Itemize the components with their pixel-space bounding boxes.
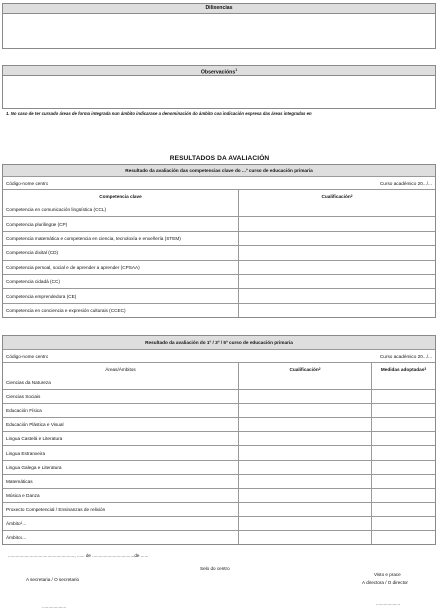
curso-academico-label: Curso académico 20.../... bbox=[379, 180, 432, 186]
col-areas-header: Áreas/Ámbitos bbox=[105, 366, 136, 372]
cualificacion-field[interactable] bbox=[238, 246, 435, 259]
cualificacion-field[interactable] bbox=[238, 432, 371, 445]
area-label: Proxecto Competencial / Ensinanzas de relixión bbox=[6, 506, 106, 512]
competencia-row bbox=[3, 303, 435, 317]
medidas-field[interactable] bbox=[371, 475, 435, 488]
secretario-signature-line: ................... bbox=[42, 604, 67, 609]
observacions-title: Observacións$^1$ bbox=[3, 66, 435, 76]
secretario-label: A secretaria / O secretario bbox=[26, 577, 80, 582]
cualificacion-field[interactable] bbox=[238, 304, 435, 317]
area-row bbox=[3, 460, 435, 474]
medidas-field[interactable] bbox=[371, 418, 435, 431]
area-label: Educación Física bbox=[6, 408, 42, 414]
competencia-row bbox=[3, 288, 435, 302]
area-row bbox=[3, 389, 435, 403]
competencia-row bbox=[3, 260, 435, 274]
area-row bbox=[3, 445, 435, 459]
cualificacion-field[interactable] bbox=[238, 475, 371, 488]
area-label: Lingua Castelá e Literatura bbox=[6, 436, 63, 442]
area-row bbox=[3, 488, 435, 502]
area-row bbox=[3, 417, 435, 431]
competencia-label: Competencia persoal, social e de aprender a aprender (CPSAA) bbox=[6, 264, 140, 270]
competencia-label: Competencia en conciencia e expresión culturais (CCEC) bbox=[6, 307, 126, 313]
footnote: 1. No caso de ter cursado áreas de forma integrada nun ámbito indicarase a denominación do ámbito coa indicación expresa das áreas integradas en bbox=[6, 111, 312, 116]
section-title: RESULTADOS DA AVALIACIÓN bbox=[169, 155, 270, 162]
cualificacion-field[interactable] bbox=[238, 261, 435, 274]
cualificacion-field[interactable] bbox=[238, 217, 435, 230]
visto-label: Visto e prace bbox=[374, 572, 401, 577]
areas-table bbox=[2, 335, 436, 545]
centro-label: Código-nome centro bbox=[6, 180, 49, 186]
medidas-field[interactable] bbox=[371, 432, 435, 445]
competencia-label: Competencia plurilingüe (CP) bbox=[6, 221, 68, 227]
competencia-row bbox=[3, 202, 435, 216]
area-label: Matemáticas bbox=[6, 478, 33, 484]
medidas-field[interactable] bbox=[371, 390, 435, 403]
director-signature-line: ................... bbox=[376, 601, 401, 606]
area-label: Música e Danza bbox=[6, 492, 40, 498]
competencia-row bbox=[3, 231, 435, 245]
medidas-field[interactable] bbox=[371, 489, 435, 502]
competencia-label: Competencia dixital (CD) bbox=[6, 250, 59, 256]
medidas-field[interactable] bbox=[371, 517, 435, 530]
competencia-label: Competencia matemática e competencia en ciencia, tecnoloxía e enxeñería (STEM) bbox=[6, 235, 181, 241]
col-competencia-header: Competencia clave bbox=[99, 193, 142, 199]
area-label: Educación Plástica e Visual bbox=[6, 422, 64, 428]
cualificacion-field[interactable] bbox=[238, 202, 435, 216]
competencias-table-title: Resultado da avaliación das competencias clave do ...º curso de educación primaria bbox=[3, 165, 435, 176]
area-row bbox=[3, 516, 435, 530]
area-label: Ámbito 1 ... bbox=[6, 520, 27, 526]
area-row bbox=[3, 431, 435, 445]
medidas-field[interactable] bbox=[371, 375, 435, 389]
cualificacion-field[interactable] bbox=[238, 375, 371, 389]
date-line: ...................................................., ...... de .................................de ...... bbox=[8, 553, 149, 558]
cualificacion-field[interactable] bbox=[238, 404, 371, 417]
dilixencias-box bbox=[2, 3, 436, 49]
areas-table-title: Resultado da avaliación do 1º / 3º / 5º curso de educación primaria bbox=[3, 336, 435, 349]
observacions-box bbox=[2, 65, 436, 109]
cualificacion-field[interactable] bbox=[238, 289, 435, 302]
area-row bbox=[3, 403, 435, 417]
cualificacion-field[interactable] bbox=[238, 489, 371, 502]
competencia-label: Competencia en comunicación lingüística (CCL) bbox=[6, 206, 107, 212]
area-label: Ámbito 1 ... bbox=[6, 535, 27, 541]
area-row bbox=[3, 502, 435, 516]
area-row bbox=[3, 530, 435, 544]
competencia-row bbox=[3, 216, 435, 230]
cualificacion-field[interactable] bbox=[238, 232, 435, 245]
area-label: Ciencias Sociais bbox=[6, 394, 41, 400]
medidas-field[interactable] bbox=[371, 404, 435, 417]
col-cualificacion-header: Cualificación 2 bbox=[238, 190, 435, 202]
cualificacion-field[interactable] bbox=[238, 517, 371, 530]
competencia-row bbox=[3, 274, 435, 288]
selo-label: Selo do centro bbox=[200, 566, 230, 571]
centro-label: Código-nome centro bbox=[6, 353, 49, 359]
competencia-label: Competencia emprendedora (CE) bbox=[6, 293, 77, 299]
cualificacion-field[interactable] bbox=[238, 503, 371, 516]
cualificacion-field[interactable] bbox=[238, 418, 371, 431]
cualificacion-field[interactable] bbox=[238, 275, 435, 288]
col-cualificacion-header: Cualificación 2 bbox=[238, 363, 371, 375]
director-label: A directora / O director bbox=[362, 580, 408, 585]
area-label: Lingua Estranxeira bbox=[6, 450, 46, 456]
cualificacion-field[interactable] bbox=[238, 461, 371, 474]
competencia-row bbox=[3, 245, 435, 259]
dilixencias-title: Dilixencias bbox=[3, 4, 435, 14]
cualificacion-field[interactable] bbox=[238, 390, 371, 403]
area-row bbox=[3, 375, 435, 389]
col-medidas-header: Medidas adoptadas 3 bbox=[371, 363, 435, 375]
medidas-field[interactable] bbox=[371, 503, 435, 516]
curso-academico-label: Curso académico 20.../... bbox=[379, 353, 432, 359]
cualificacion-field[interactable] bbox=[238, 446, 371, 459]
medidas-field[interactable] bbox=[371, 461, 435, 474]
cualificacion-field[interactable] bbox=[238, 531, 371, 544]
competencias-table bbox=[2, 164, 436, 318]
area-label: Ciencias da Natureza bbox=[6, 379, 51, 385]
competencia-label: Competencia cidadá (CC) bbox=[6, 279, 60, 285]
medidas-field[interactable] bbox=[371, 446, 435, 459]
area-row bbox=[3, 474, 435, 488]
medidas-field[interactable] bbox=[371, 531, 435, 544]
area-label: Lingua Galega e Literatura bbox=[6, 464, 62, 470]
